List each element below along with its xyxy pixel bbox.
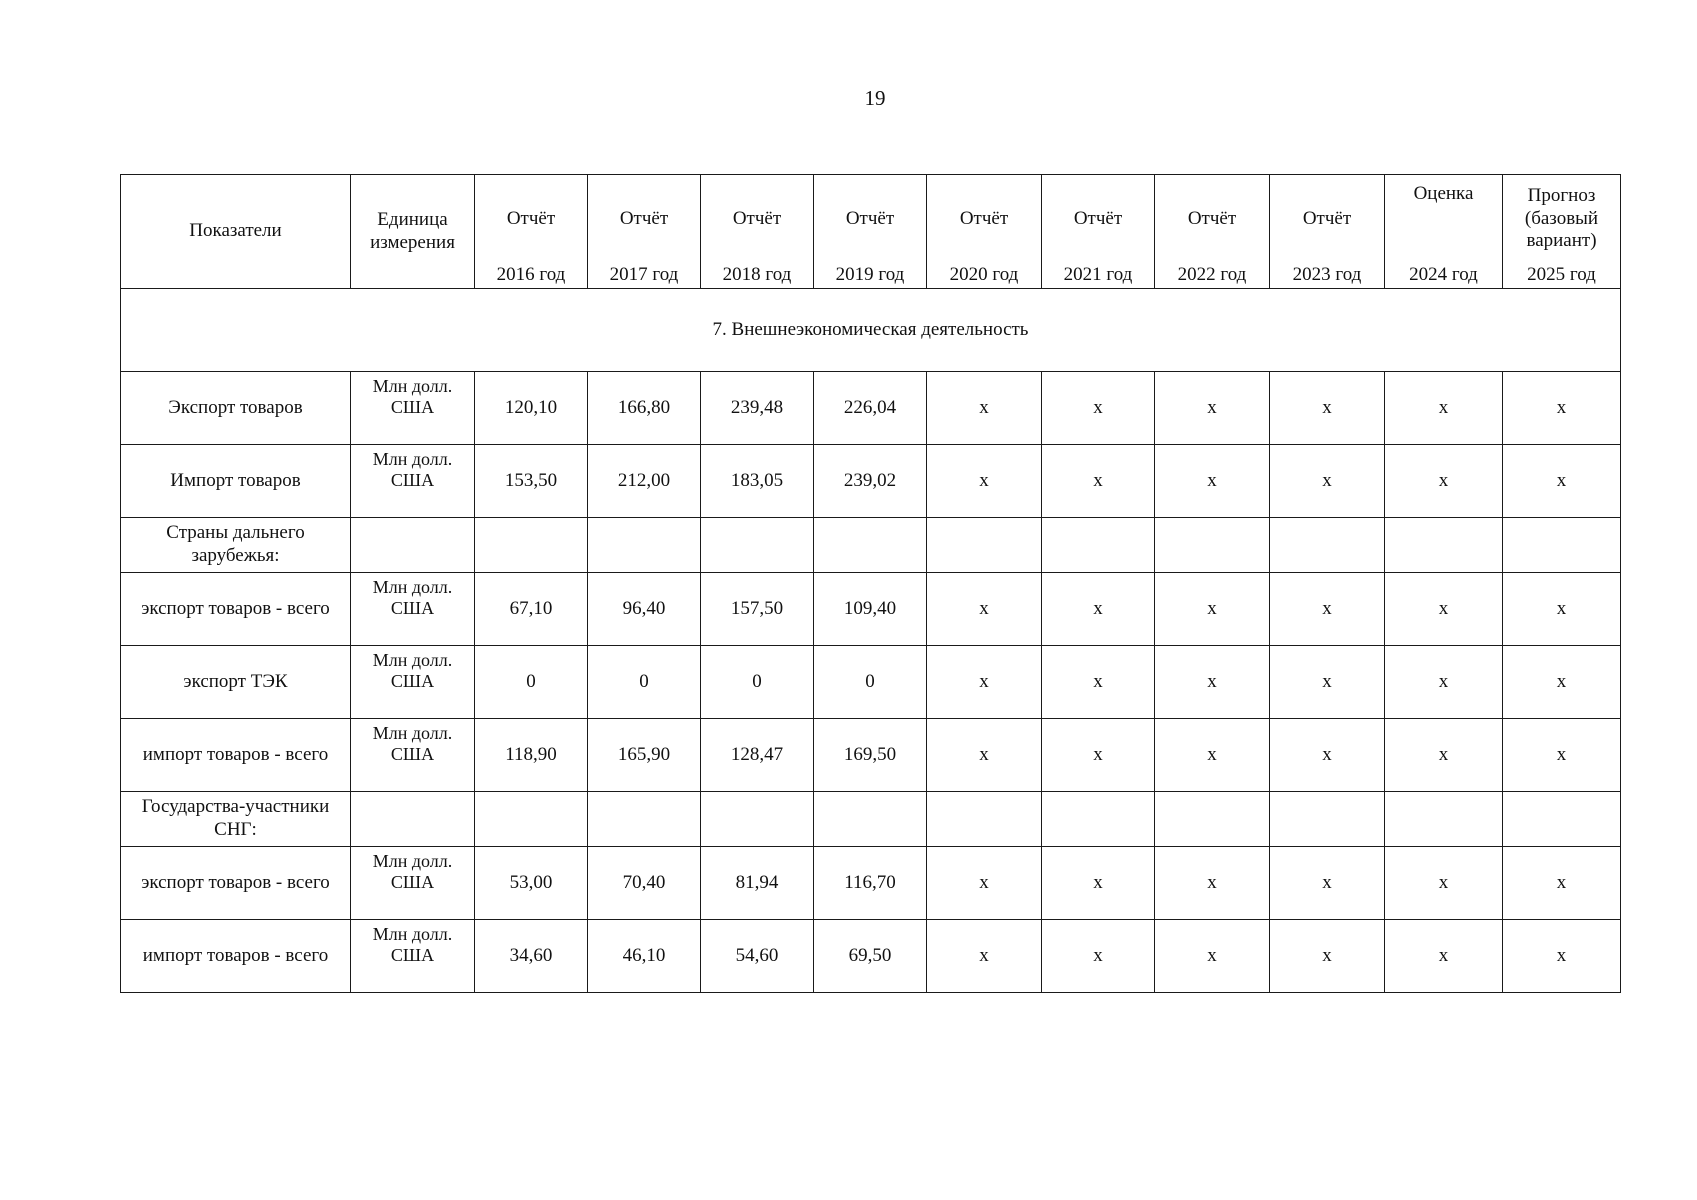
row-value: x (1270, 573, 1385, 646)
row-value (1385, 792, 1503, 847)
row-indicator: Государства-участники СНГ: (121, 792, 351, 847)
header-year: 2025 год (1503, 263, 1621, 289)
row-value: x (1385, 445, 1503, 518)
row-value (1155, 518, 1270, 573)
indicators-table-wrapper (120, 174, 1620, 993)
row-value: x (1270, 847, 1385, 920)
header-year: 2016 год (475, 263, 588, 289)
row-value: x (1503, 445, 1621, 518)
row-value: x (1042, 719, 1155, 792)
row-value: 226,04 (814, 372, 927, 445)
row-value: x (927, 445, 1042, 518)
row-value: 120,10 (475, 372, 588, 445)
row-value: x (927, 847, 1042, 920)
row-unit: Млн долл. США (351, 445, 475, 518)
row-value: x (1385, 646, 1503, 719)
row-unit (351, 518, 475, 573)
row-indicator: импорт товаров - всего (121, 719, 351, 792)
row-value: x (1042, 372, 1155, 445)
row-value: x (1385, 719, 1503, 792)
row-value (1042, 792, 1155, 847)
row-value (814, 518, 927, 573)
row-unit: Млн долл. США (351, 719, 475, 792)
header-year: 2019 год (814, 263, 927, 289)
row-value: 166,80 (588, 372, 701, 445)
header-year: 2020 год (927, 263, 1042, 289)
row-indicator: Страны дальнего зарубежья: (121, 518, 351, 573)
row-value: 81,94 (701, 847, 814, 920)
row-value: x (1503, 719, 1621, 792)
row-value: x (1385, 372, 1503, 445)
row-value: x (1155, 719, 1270, 792)
header-type: Оценка (1385, 175, 1503, 264)
row-value: 118,90 (475, 719, 588, 792)
row-value (475, 792, 588, 847)
row-value: x (1042, 573, 1155, 646)
row-value: x (1042, 847, 1155, 920)
header-unit: Единица измерения (351, 175, 475, 289)
row-value: x (1042, 445, 1155, 518)
row-value: 109,40 (814, 573, 927, 646)
row-value: 67,10 (475, 573, 588, 646)
header-year: 2021 год (1042, 263, 1155, 289)
row-value (588, 518, 701, 573)
row-value: 128,47 (701, 719, 814, 792)
row-value (475, 518, 588, 573)
header-year: 2024 год (1385, 263, 1503, 289)
row-value (927, 518, 1042, 573)
row-value: x (1503, 920, 1621, 993)
row-value: x (1270, 646, 1385, 719)
row-value (1503, 792, 1621, 847)
row-indicator: импорт товаров - всего (121, 920, 351, 993)
row-value: x (1155, 573, 1270, 646)
page-number: 19 (864, 86, 886, 110)
row-value: 239,48 (701, 372, 814, 445)
row-value: 53,00 (475, 847, 588, 920)
row-value: 157,50 (701, 573, 814, 646)
table-row (121, 646, 1621, 719)
row-value (1042, 518, 1155, 573)
section-title: 7. Внешнеэкономическая деятельность (121, 289, 1621, 372)
row-value: x (1270, 920, 1385, 993)
row-unit: Млн долл. США (351, 847, 475, 920)
header-year: 2022 год (1155, 263, 1270, 289)
row-value: 212,00 (588, 445, 701, 518)
row-indicator: экспорт товаров - всего (121, 847, 351, 920)
row-value (1155, 792, 1270, 847)
row-value: 183,05 (701, 445, 814, 518)
header-type: Отчёт (1155, 175, 1270, 264)
row-value: x (1155, 646, 1270, 719)
row-value: 46,10 (588, 920, 701, 993)
row-value: 0 (475, 646, 588, 719)
table-row (121, 719, 1621, 792)
row-value: x (1270, 372, 1385, 445)
row-indicator: экспорт ТЭК (121, 646, 351, 719)
header-row-top (121, 175, 1621, 264)
row-value: 116,70 (814, 847, 927, 920)
header-year: 2018 год (701, 263, 814, 289)
header-type: Прогноз (базовый вариант) (1503, 175, 1621, 264)
table-row (121, 792, 1621, 847)
row-value: 165,90 (588, 719, 701, 792)
row-value: x (1042, 920, 1155, 993)
row-value: 153,50 (475, 445, 588, 518)
row-value: x (1155, 847, 1270, 920)
row-value (1270, 792, 1385, 847)
header-type: Отчёт (1042, 175, 1155, 264)
row-value: x (1385, 573, 1503, 646)
table-row (121, 920, 1621, 993)
row-value: 69,50 (814, 920, 927, 993)
table-body (121, 289, 1621, 993)
header-year: 2023 год (1270, 263, 1385, 289)
row-value: x (1270, 719, 1385, 792)
row-value (1385, 518, 1503, 573)
row-value: 239,02 (814, 445, 927, 518)
header-type: Отчёт (475, 175, 588, 264)
table-row (121, 847, 1621, 920)
row-value (1503, 518, 1621, 573)
row-value: x (1155, 920, 1270, 993)
row-unit: Млн долл. США (351, 372, 475, 445)
row-value: 169,50 (814, 719, 927, 792)
row-value: 70,40 (588, 847, 701, 920)
table-row (121, 445, 1621, 518)
row-value: x (1155, 445, 1270, 518)
row-value: 0 (588, 646, 701, 719)
row-value: x (927, 573, 1042, 646)
row-value: x (1385, 847, 1503, 920)
row-value (588, 792, 701, 847)
row-value (701, 518, 814, 573)
row-value (1270, 518, 1385, 573)
row-value: x (1155, 372, 1270, 445)
table-row (121, 518, 1621, 573)
row-value: x (1503, 372, 1621, 445)
row-unit (351, 792, 475, 847)
row-unit: Млн долл. США (351, 573, 475, 646)
row-value: 0 (701, 646, 814, 719)
row-value: x (927, 372, 1042, 445)
section-row (121, 289, 1621, 372)
header-type: Отчёт (814, 175, 927, 264)
row-value: 54,60 (701, 920, 814, 993)
row-value (701, 792, 814, 847)
header-type: Отчёт (588, 175, 701, 264)
row-indicator: экспорт товаров - всего (121, 573, 351, 646)
row-unit: Млн долл. США (351, 646, 475, 719)
row-value: x (1503, 646, 1621, 719)
row-indicator: Экспорт товаров (121, 372, 351, 445)
row-value: x (1042, 646, 1155, 719)
header-type: Отчёт (927, 175, 1042, 264)
row-value: 0 (814, 646, 927, 719)
row-value: x (1503, 847, 1621, 920)
row-value: x (927, 719, 1042, 792)
header-type: Отчёт (701, 175, 814, 264)
row-value: x (927, 920, 1042, 993)
row-value: 96,40 (588, 573, 701, 646)
header-year: 2017 год (588, 263, 701, 289)
row-value (814, 792, 927, 847)
row-indicator: Импорт товаров (121, 445, 351, 518)
table-row (121, 573, 1621, 646)
table-row (121, 372, 1621, 445)
header-type: Отчёт (1270, 175, 1385, 264)
row-value: x (1385, 920, 1503, 993)
indicators-table (120, 174, 1621, 993)
row-value (927, 792, 1042, 847)
row-value: x (1270, 445, 1385, 518)
header-indicator: Показатели (121, 175, 351, 289)
row-unit: Млн долл. США (351, 920, 475, 993)
row-value: 34,60 (475, 920, 588, 993)
row-value: x (927, 646, 1042, 719)
row-value: x (1503, 573, 1621, 646)
